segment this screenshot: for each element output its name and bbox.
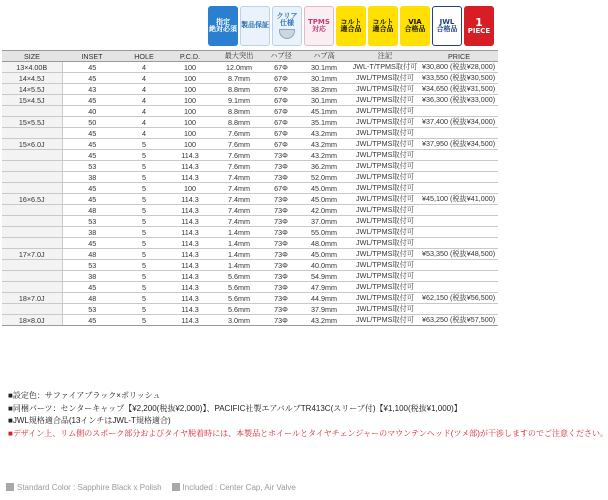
cell-pcd: 100 [166,139,214,150]
cell-protrusion: 5.6mm [214,293,264,304]
cell-hole: 5 [122,150,166,161]
badge-3 [304,6,334,46]
cell-pcd: 100 [166,183,214,194]
col-size: SIZE [2,51,62,62]
cell-note: JWL/TPMS取付可 [350,117,420,128]
cell-hub: 73Φ [264,194,298,205]
cell-inset: 45 [62,315,122,326]
cell-size: 15×4.5J [2,95,62,106]
cell-hub: 67Φ [264,73,298,84]
col-protrusion: 最大突出 [214,51,264,62]
cell-hole: 4 [122,106,166,117]
cell-inset: 48 [62,205,122,216]
footer-standard-color: Standard Color : Sapphire Black x Polish [17,482,162,492]
cell-size: 15×6.0J [2,139,62,150]
cell-size [2,282,62,293]
cell-hole: 5 [122,271,166,282]
notes-section [8,390,608,440]
cell-protrusion: 1.4mm [214,227,264,238]
certification-badges [208,6,494,46]
cell-protrusion: 7.4mm [214,205,264,216]
cell-hub-height: 30.1mm [298,62,350,73]
cell-hub-height: 37.9mm [298,304,350,315]
badge-text: コルト [340,17,362,26]
cell-hole: 4 [122,84,166,95]
cell-note: JWL/TPMS取付可 [350,315,420,326]
cell-hub-height: 48.0mm [298,238,350,249]
cell-price [420,128,498,139]
cell-hole: 5 [122,205,166,216]
cell-pcd: 114.3 [166,249,214,260]
cell-size [2,172,62,183]
cell-hole: 5 [122,249,166,260]
col-note: 注記 [350,51,420,62]
badge-text: 絶対必須 [209,25,237,33]
cell-note: JWL/TPMS取付可 [350,161,420,172]
cell-protrusion: 5.6mm [214,304,264,315]
cell-inset: 45 [62,183,122,194]
cell-inset: 53 [62,304,122,315]
cell-price [420,172,498,183]
badge-1 [240,6,270,46]
cell-inset: 45 [62,194,122,205]
cell-inset: 53 [62,216,122,227]
cell-hole: 5 [122,304,166,315]
col-price: PRICE [420,51,498,62]
table-row [2,216,498,227]
cell-hub: 73Φ [264,205,298,216]
cell-size: 14×4.5J [2,73,62,84]
cell-hole: 5 [122,183,166,194]
cell-size [2,183,62,194]
cell-hub: 73Φ [264,282,298,293]
cell-pcd: 114.3 [166,150,214,161]
cell-pcd: 100 [166,106,214,117]
cell-note: JWL/TPMS取付可 [350,304,420,315]
cell-protrusion: 7.6mm [214,150,264,161]
cell-pcd: 100 [166,73,214,84]
cell-hole: 5 [122,227,166,238]
cell-note: JWL/TPMS取付可 [350,183,420,194]
cell-hub: 67Φ [264,183,298,194]
cell-note: JWL/TPMS取付可 [350,95,420,106]
cell-inset: 45 [62,150,122,161]
table-row [2,84,498,95]
cell-note: JWL/TPMS取付可 [350,205,420,216]
cell-price: ¥45,100 (税抜¥41,000) [420,194,498,205]
cell-inset: 45 [62,73,122,84]
cell-pcd: 114.3 [166,304,214,315]
table-row [2,139,498,150]
cell-price: ¥37,950 (税抜¥34,500) [420,139,498,150]
cell-hole: 5 [122,260,166,271]
cell-note: JWL/TPMS取付可 [350,139,420,150]
cell-hub-height: 42.0mm [298,205,350,216]
cell-note: JWL/TPMS取付可 [350,227,420,238]
cell-hub-height: 43.2mm [298,315,350,326]
cell-inset: 45 [62,282,122,293]
cell-pcd: 114.3 [166,293,214,304]
cell-hub-height: 36.2mm [298,161,350,172]
badge-text: 合格品 [436,25,458,33]
cell-pcd: 114.3 [166,205,214,216]
table-row [2,161,498,172]
cell-inset: 45 [62,95,122,106]
cell-hub: 73Φ [264,249,298,260]
cell-hole: 5 [122,172,166,183]
cell-hub-height: 54.9mm [298,271,350,282]
cell-protrusion: 8.8mm [214,106,264,117]
cell-price: ¥62,150 (税抜¥56,500) [420,293,498,304]
cell-hole: 4 [122,117,166,128]
badge-5 [368,6,398,46]
cell-size: 13×4.00B [2,62,62,73]
cell-note: JWL/TPMS取付可 [350,172,420,183]
cell-size: 15×5.5J [2,117,62,128]
cell-inset: 45 [62,62,122,73]
cell-hub: 67Φ [264,117,298,128]
cell-hub-height: 40.0mm [298,260,350,271]
cell-protrusion: 1.4mm [214,249,264,260]
cell-pcd: 114.3 [166,194,214,205]
cell-note: JWL/TPMS取付可 [350,216,420,227]
note-color: ■設定色：サファイアブラック×ポリッシュ [8,391,161,400]
cell-size [2,227,62,238]
cell-protrusion: 7.4mm [214,172,264,183]
badge-text: コルト [372,17,394,26]
table-row [2,73,498,84]
cell-hub-height: 38.2mm [298,84,350,95]
cell-price [420,161,498,172]
cell-hole: 4 [122,95,166,106]
table-row [2,194,498,205]
footer-included: Included : Center Cap, Air Valve [182,482,296,492]
cell-size [2,128,62,139]
square-bullet-icon [6,483,14,491]
cell-note: JWL/TPMS取付可 [350,194,420,205]
cell-pcd: 114.3 [166,161,214,172]
cell-hub-height: 43.2mm [298,128,350,139]
square-bullet-icon [172,483,180,491]
cell-hub: 67Φ [264,95,298,106]
cell-hole: 5 [122,315,166,326]
cell-hub-height: 45.0mm [298,194,350,205]
cell-protrusion: 5.6mm [214,271,264,282]
cell-note: JWL/TPMS取付可 [350,73,420,84]
cell-hub-height: 35.1mm [298,117,350,128]
cell-protrusion: 5.6mm [214,282,264,293]
cell-price [420,216,498,227]
badge-text: 適合品 [340,25,362,33]
cell-inset: 53 [62,260,122,271]
cell-hole: 5 [122,161,166,172]
note-design-warning: ■デザイン上、リム側のスポーク部分およびタイヤ脱着時には、本製品とホイールとタイヤチェンジャーのマウンテンヘッド(ツメ部)が干渉しますのでご注意ください。 [8,428,608,438]
cell-price: ¥53,350 (税抜¥48,500) [420,249,498,260]
cell-size: 18×7.0J [2,293,62,304]
table-row [2,117,498,128]
cell-pcd: 114.3 [166,315,214,326]
note-jwl: ■JWL規格適合品(13インチはJWL-T規格適合) [8,416,171,425]
table-row [2,62,498,73]
col-hub: ハブ径 [264,51,298,62]
cell-inset: 45 [62,238,122,249]
table-row [2,249,498,260]
cell-hub-height: 47.9mm [298,282,350,293]
cell-protrusion: 7.6mm [214,128,264,139]
cell-hub: 73Φ [264,227,298,238]
cell-price: ¥34,650 (税抜¥31,500) [420,84,498,95]
cell-size: 14×5.5J [2,84,62,95]
cell-hub-height: 45.1mm [298,106,350,117]
cell-pcd: 114.3 [166,271,214,282]
cell-size [2,161,62,172]
cell-hub: 73Φ [264,304,298,315]
cell-hub-height: 52.0mm [298,172,350,183]
cell-hub-height: 55.0mm [298,227,350,238]
badge-text: 製品保証 [241,21,269,30]
cell-hole: 5 [122,282,166,293]
cell-hub: 67Φ [264,106,298,117]
badge-4 [336,6,366,46]
cell-pcd: 114.3 [166,260,214,271]
cell-hub-height: 30.1mm [298,95,350,106]
table-row [2,282,498,293]
cell-pcd: 114.3 [166,282,214,293]
cell-protrusion: 8.8mm [214,84,264,95]
cell-price [420,271,498,282]
cell-protrusion: 7.6mm [214,161,264,172]
cell-hub: 73Φ [264,271,298,282]
badge-2 [272,6,302,46]
cell-hub-height: 45.0mm [298,183,350,194]
cell-pcd: 114.3 [166,216,214,227]
col-pcd: P.C.D. [166,51,214,62]
cell-note: JWL/TPMS取付可 [350,293,420,304]
cell-inset: 43 [62,84,122,95]
cell-hub: 73Φ [264,293,298,304]
cell-price [420,227,498,238]
badge-text: 指定 [216,17,230,26]
cell-size [2,106,62,117]
cell-note: JWL/TPMS取付可 [350,106,420,117]
badge-text: TPMS [308,17,330,26]
cell-pcd: 100 [166,117,214,128]
cell-protrusion: 8.8mm [214,117,264,128]
cell-price [420,282,498,293]
cell-hub: 73Φ [264,238,298,249]
badge-text: クリア [276,11,298,20]
badge-text: VIA [408,17,422,26]
badge-6 [400,6,430,46]
cell-inset: 48 [62,293,122,304]
cell-price: ¥37,400 (税抜¥34,000) [420,117,498,128]
cell-hub-height: 37.0mm [298,216,350,227]
cell-hub-height: 43.2mm [298,150,350,161]
cell-note: JWL/TPMS取付可 [350,238,420,249]
cell-protrusion: 9.1mm [214,95,264,106]
col-inset: INSET [62,51,122,62]
cell-price: ¥63,250 (税抜¥57,500) [420,315,498,326]
cell-pcd: 100 [166,128,214,139]
table-row [2,128,498,139]
cell-hub: 67Φ [264,139,298,150]
cell-hole: 5 [122,293,166,304]
cell-price [420,205,498,216]
cell-hub-height: 30.1mm [298,73,350,84]
cell-size [2,205,62,216]
cell-hub: 73Φ [264,150,298,161]
table-row [2,260,498,271]
cell-price [420,183,498,194]
spec-table-header [2,51,498,62]
cell-inset: 40 [62,106,122,117]
cell-hole: 5 [122,139,166,150]
cell-price: ¥33,550 (税抜¥30,500) [420,73,498,84]
cell-hub: 67Φ [264,62,298,73]
cell-protrusion: 7.6mm [214,139,264,150]
cell-inset: 38 [62,227,122,238]
cell-pcd: 100 [166,95,214,106]
badge-text: PIECE [467,27,491,36]
cell-note: JWL-T/TPMS取付可 [350,62,420,73]
spec-table [2,50,498,326]
cell-pcd: 100 [166,62,214,73]
cell-inset: 38 [62,172,122,183]
cell-protrusion: 1.4mm [214,238,264,249]
badge-text: 合格品 [404,25,426,33]
cell-inset: 45 [62,128,122,139]
cell-pcd: 114.3 [166,238,214,249]
cell-hub: 73Φ [264,216,298,227]
cell-hub: 73Φ [264,260,298,271]
footer-info [6,480,496,494]
cell-protrusion: 7.4mm [214,183,264,194]
badge-text: 仕様 [280,19,294,27]
cell-inset: 48 [62,249,122,260]
cell-protrusion: 12.0mm [214,62,264,73]
cell-hub: 73Φ [264,172,298,183]
table-row [2,315,498,326]
cell-price: ¥30,800 (税抜¥28,000) [420,62,498,73]
cell-hub: 73Φ [264,161,298,172]
cell-price: ¥36,300 (税抜¥33,000) [420,95,498,106]
cell-hub: 67Φ [264,128,298,139]
cell-size: 16×6.5J [2,194,62,205]
table-row [2,227,498,238]
badge-8 [464,6,494,46]
cell-hub-height: 45.0mm [298,249,350,260]
badge-text: 対応 [312,25,326,33]
col-hole: HOLE [122,51,166,62]
table-row [2,271,498,282]
cell-size [2,304,62,315]
cell-size: 17×7.0J [2,249,62,260]
cell-protrusion: 3.0mm [214,315,264,326]
cell-hub-height: 43.2mm [298,139,350,150]
center-cap-icon [279,29,295,39]
cell-hole: 5 [122,216,166,227]
cell-price [420,238,498,249]
badge-7 [432,6,462,46]
cell-hole: 5 [122,238,166,249]
cell-size [2,238,62,249]
cell-note: JWL/TPMS取付可 [350,128,420,139]
cell-hole: 5 [122,194,166,205]
cell-price [420,150,498,161]
table-row [2,293,498,304]
badge-text: 適合品 [372,25,394,33]
badge-text: 1 [475,15,483,29]
cell-hole: 4 [122,73,166,84]
cell-size [2,150,62,161]
table-row [2,172,498,183]
badge-text: JWL [439,17,455,26]
cell-hub-height: 44.9mm [298,293,350,304]
note-included-parts: ■同梱パーツ：センターキャップ【¥2,200(税抜¥2,000)】、PACIFIC社製エアバルブTR413C(スリーブ付)【¥1,100(税抜¥1,000)】 [8,403,462,413]
cell-price [420,106,498,117]
cell-hub: 67Φ [264,84,298,95]
table-row [2,304,498,315]
cell-size [2,271,62,282]
cell-note: JWL/TPMS取付可 [350,84,420,95]
cell-size: 18×8.0J [2,315,62,326]
cell-protrusion: 7.4mm [214,194,264,205]
table-row [2,106,498,117]
cell-note: JWL/TPMS取付可 [350,249,420,260]
cell-pcd: 114.3 [166,172,214,183]
cell-protrusion: 7.4mm [214,216,264,227]
cell-hole: 4 [122,62,166,73]
cell-hub: 73Φ [264,315,298,326]
cell-note: JWL/TPMS取付可 [350,282,420,293]
cell-note: JWL/TPMS取付可 [350,150,420,161]
cell-hole: 4 [122,128,166,139]
cell-inset: 53 [62,161,122,172]
cell-inset: 50 [62,117,122,128]
cell-pcd: 100 [166,84,214,95]
cell-protrusion: 8.7mm [214,73,264,84]
cell-price [420,260,498,271]
cell-inset: 38 [62,271,122,282]
cell-pcd: 114.3 [166,227,214,238]
table-row [2,183,498,194]
cell-price [420,304,498,315]
cell-protrusion: 1.4mm [214,260,264,271]
cell-note: JWL/TPMS取付可 [350,271,420,282]
cell-size [2,260,62,271]
table-row [2,150,498,161]
table-row [2,205,498,216]
col-hub-height: ハブ高 [298,51,350,62]
cell-size [2,216,62,227]
table-row [2,238,498,249]
table-row [2,95,498,106]
cell-inset: 45 [62,139,122,150]
spec-table-body [2,62,498,326]
badge-0 [208,6,238,46]
cell-note: JWL/TPMS取付可 [350,260,420,271]
